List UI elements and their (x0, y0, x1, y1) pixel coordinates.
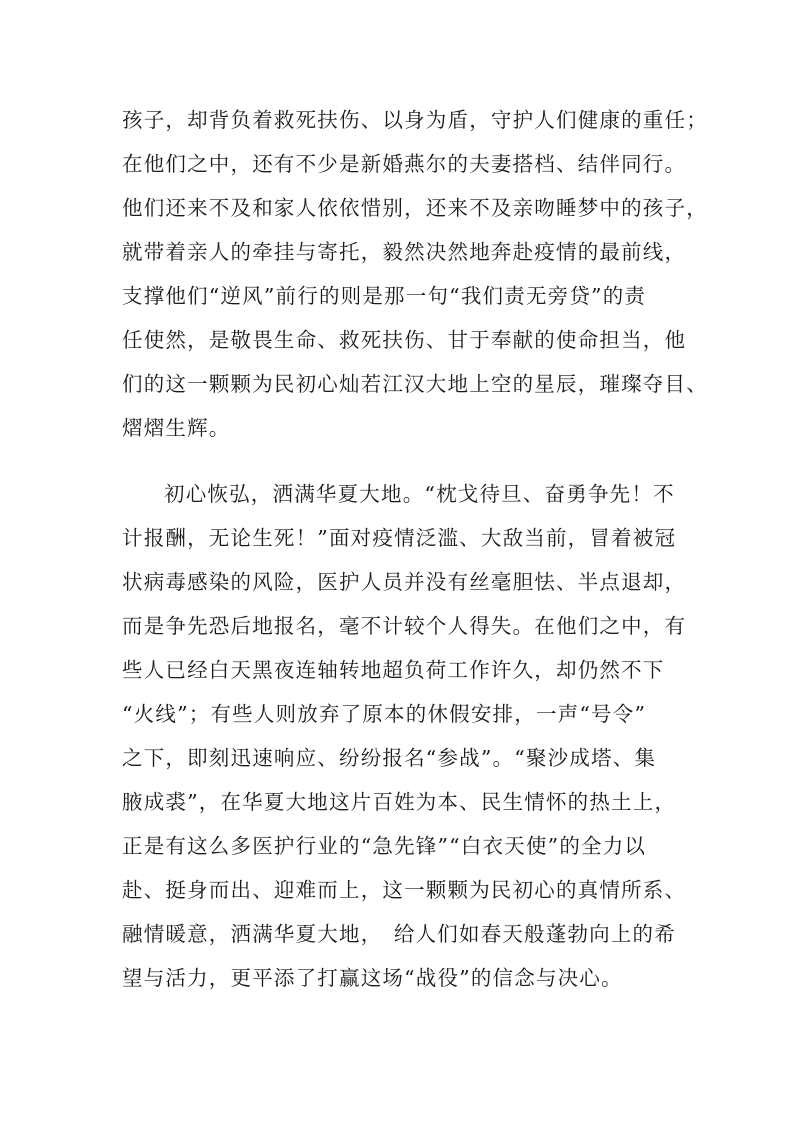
paragraph-2-line-6: “火线”；有些人则放弃了原本的休假安排，一声“号令” (122, 702, 647, 726)
paragraph-1-line-6: 任使然，是敬畏生命、救死扶伤、甘于奉献的使命担当，他 (122, 328, 687, 352)
paragraph-2-line-2: 计报酬，无论生死！”面对疫情泛滥、大敌当前，冒着被冠 (122, 526, 677, 550)
paragraph-1-line-3: 他们还来不及和家人依依惜别，还来不及亲吻睡梦中的孩子， (122, 196, 708, 220)
paragraph-2-line-5: 些人已经白天黑夜连轴转地超负荷工作许久，却仍然不下 (122, 658, 665, 682)
paragraph-2-line-1: 初心恢弘，洒满华夏大地。“枕戈待旦、奋勇争先！不 (164, 482, 675, 506)
paragraph-2-line-7: 之下，即刻迅速响应、纷纷报名“参战”。“聚沙成塔、集 (122, 746, 657, 770)
paragraph-2-line-10: 赴、挺身而出、迎难而上，这一颗颗为民初心的真情所系、 (122, 878, 687, 902)
paragraph-1-line-2: 在他们之中，还有不少是新婚燕尔的夫妻搭档、结伴同行。 (122, 152, 687, 176)
paragraph-2-line-11: 融情暖意，洒满华夏大地， 给人们如春天般蓬勃向上的希 (122, 922, 676, 946)
paragraph-2-line-4: 而是争先恐后地报名，毫不计较个人得失。在他们之中，有 (122, 614, 687, 638)
paragraph-2-line-8: 腋成裘”，在华夏大地这片百姓为本、民生情怀的热土上， (122, 790, 677, 814)
paragraph-2-line-9: 正是有这么多医护行业的“急先锋”“白衣天使”的全力以 (122, 834, 647, 858)
paragraph-2-line-3: 状病毒感染的风险，医护人员并没有丝毫胆怯、半点退却， (122, 570, 687, 594)
paragraph-2-line-12: 望与活力，更平添了打赢这场“战役”的信念与决心。 (122, 966, 623, 990)
paragraph-1-line-1: 孩子，却背负着救死扶伤、以身为盾，守护人们健康的重任； (122, 108, 708, 132)
paragraph-1-line-4: 就带着亲人的牵挂与寄托，毅然决然地奔赴疫情的最前线， (122, 240, 687, 264)
paragraph-1-line-5: 支撑他们“逆风”前行的则是那一句“我们责无旁贷”的责 (122, 284, 647, 308)
paragraph-1-line-8: 熠熠生辉。 (122, 416, 231, 440)
paragraph-1-line-7: 们的这一颗颗为民初心灿若江汉大地上空的星辰，璀璨夺目、 (122, 372, 708, 396)
